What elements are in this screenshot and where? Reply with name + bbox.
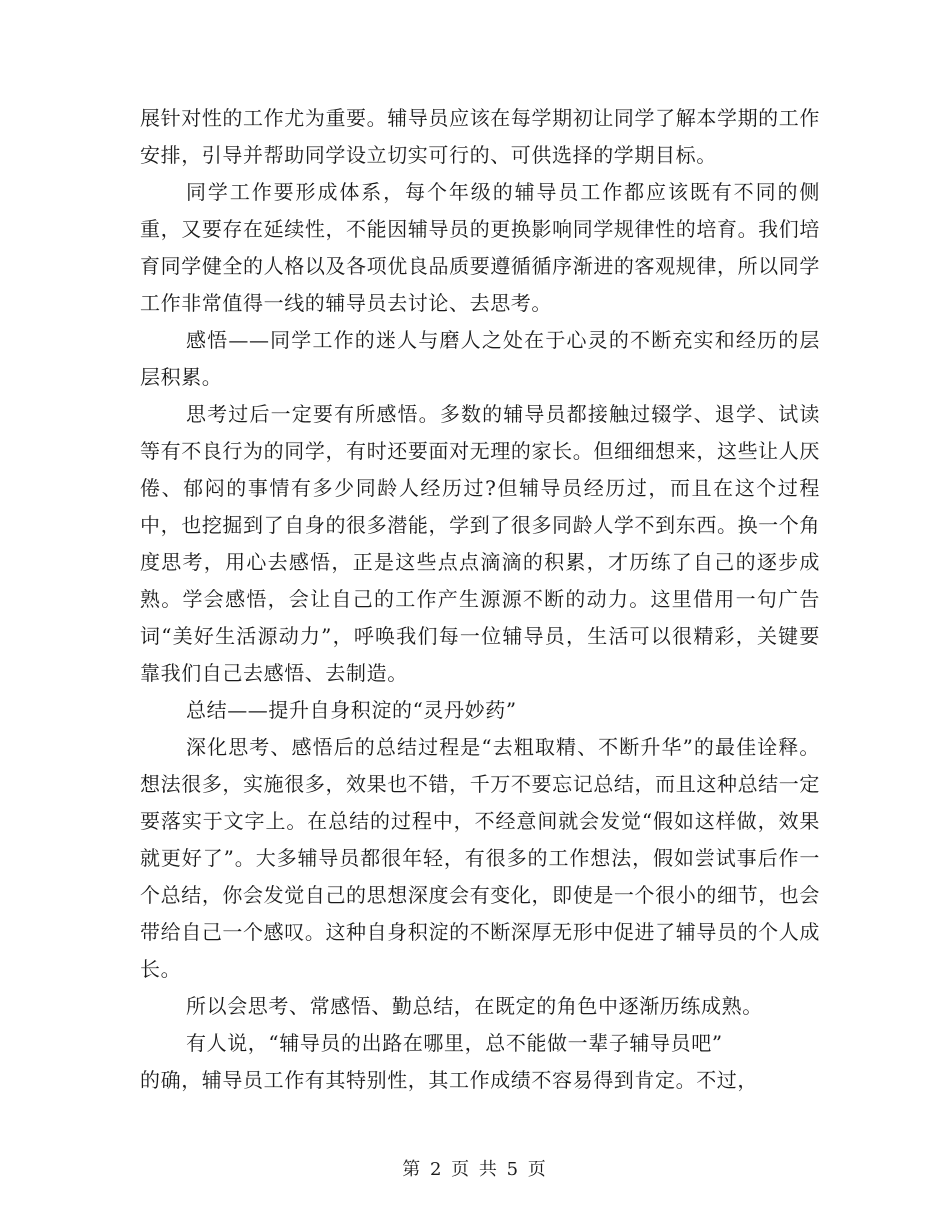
paragraph: 的确，辅导员工作有其特别性，其工作成绩不容易得到肯定。不过， [140,1068,758,1092]
paragraph: 同学工作要形成体系，每个年级的辅导员工作都应该既有不同的侧重，又要存在延续性，不能因辅导员的更换影响同学规律性的培育。我们培育同学健全的人格以及各项优良品质要遵循循序渐进的客观规律，所以同学工作非常值得一线的辅导员去讨论、去思考。 [140,180,820,315]
section-heading-paragraph: 总结——提升自身积淀的“灵丹妙药” [186,698,517,722]
paragraph: 有人说，“辅导员的出路在哪里，总不能做一辈子辅导员吧” [186,1031,723,1055]
paragraph: 所以会思考、常感悟、勤总结，在既定的角色中逐渐历练成熟。 [186,994,763,1018]
paragraph: 思考过后一定要有所感悟。多数的辅导员都接触过辍学、退学、试读等有不良行为的同学，有时还要面对无理的家长。但细细想来，这些让人厌倦、郁闷的事情有多少同龄人经历过?但辅导员经历过，而且在这个过程中，也挖掘到了自身的很多潜能，学到了很多同龄人学不到东西。换一个角度思考，用心去感悟，正是这些点点滴滴的积累，才历练了自己的逐步成熟。学会感悟，会让自己的工作产生源源不断的动力。这里借用一句广告词“美好生活源动力”，呼唤我们每一位辅导员，生活可以很精彩，关键要靠我们自己去感悟、去制造。 [140,402,820,685]
paragraph: 展针对性的工作尤为重要。辅导员应该在每学期初让同学了解本学期的工作安排，引导并帮助同学设立切实可行的、可供选择的学期目标。 [140,106,820,167]
section-heading-paragraph: 感悟——同学工作的迷人与磨人之处在于心灵的不断充实和经历的层层积累。 [140,328,820,389]
paragraph: 深化思考、感悟后的总结过程是“去粗取精、不断升华”的最佳诠释。想法很多，实施很多，效果也不错，千万不要忘记总结，而且这种总结一定要落实于文字上。在总结的过程中，不经意间就会发觉“假如这样做，效果就更好了”。大多辅导员都很年轻，有很多的工作想法，假如尝试事后作一个总结，你会发觉自己的思想深度会有变化，即使是一个很小的细节，也会带给自己一个感叹。这种自身积淀的不断深厚无形中促进了辅导员的个人成长。 [140,735,820,981]
page-number-footer: 第 2 页 共 5 页 [402,1159,548,1180]
document-body [140,100,820,1099]
